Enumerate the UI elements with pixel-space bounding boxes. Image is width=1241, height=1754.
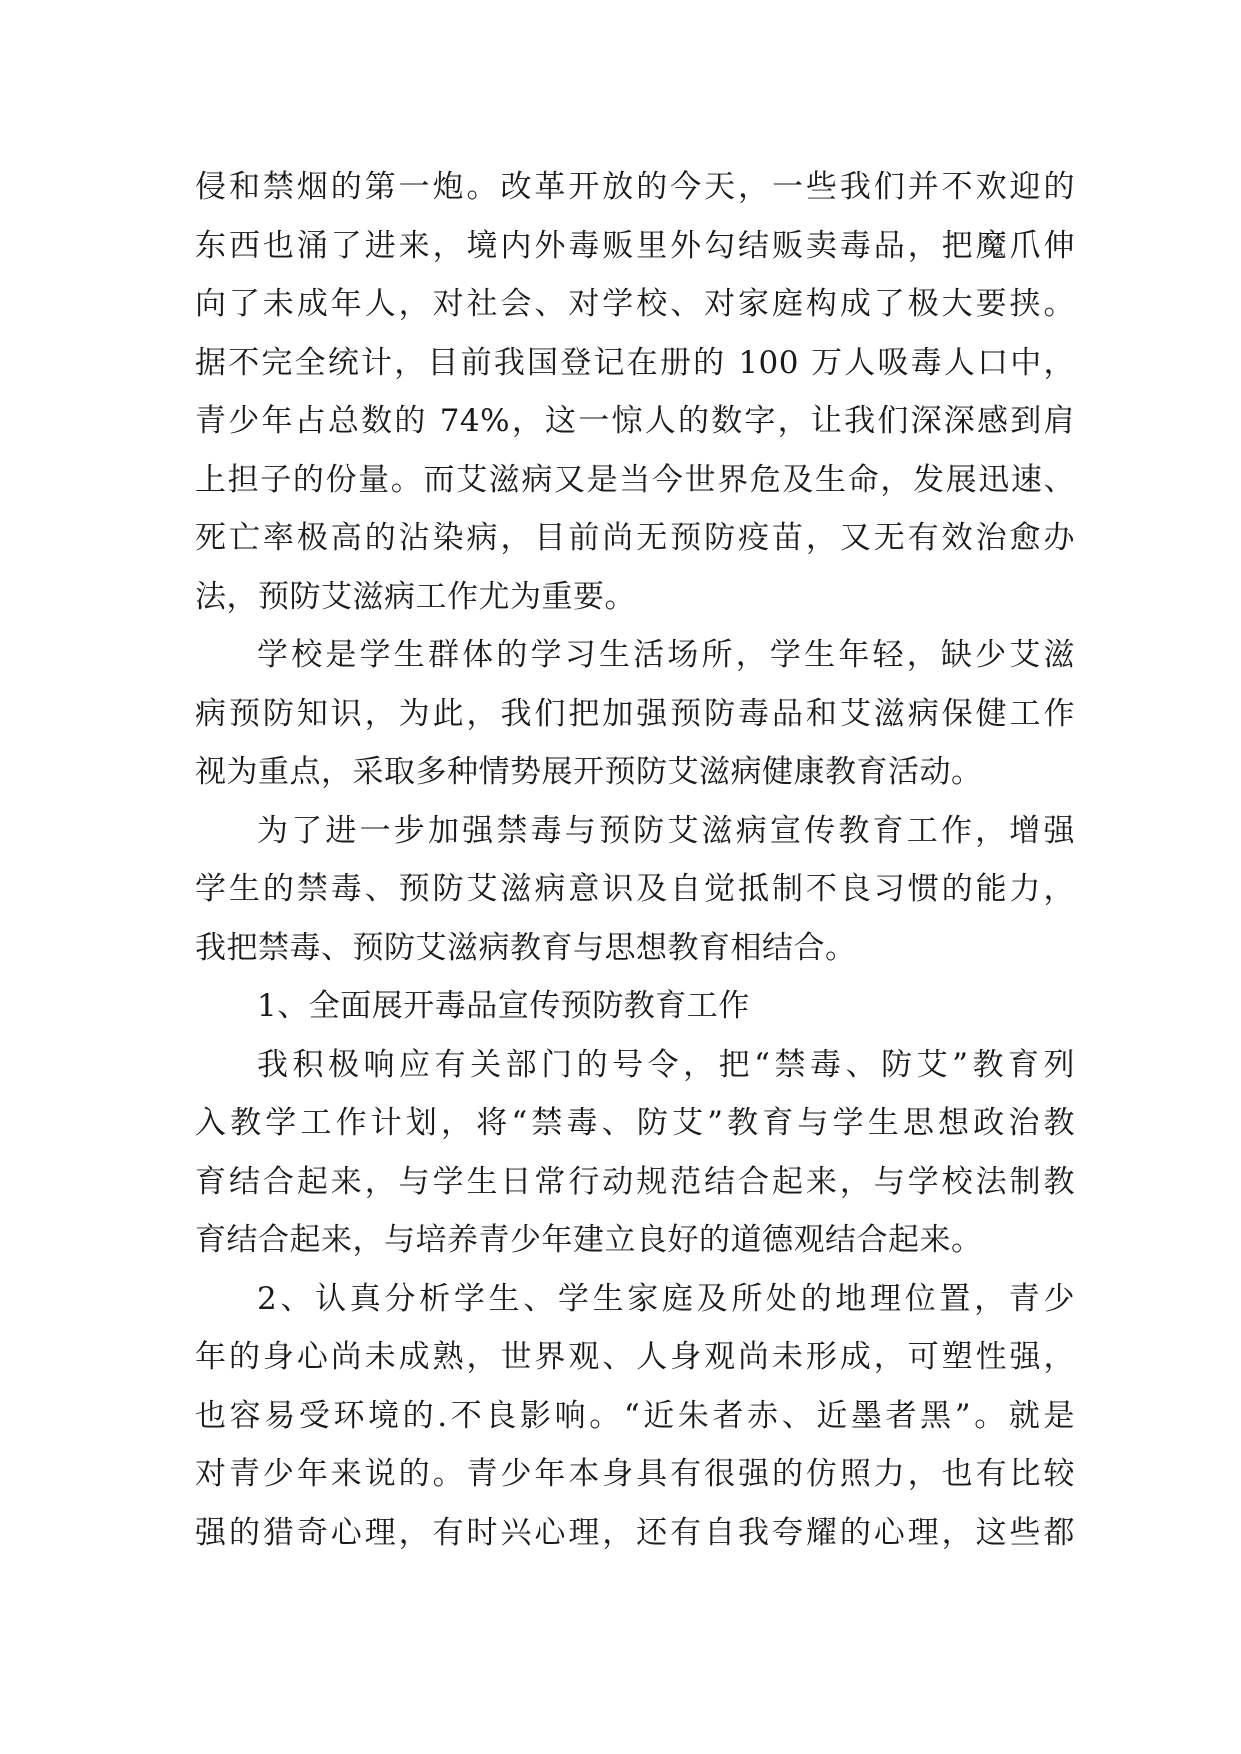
text-line: 强的猎奇心理，有时兴心理，还有自我夸耀的心理，这些都 [195,1514,1075,1551]
text-line: 学校是学生群体的学习生活场所，学生年轻，缺少艾滋 [257,637,1075,673]
text-line: 法，预防艾滋病工作尤为重要。 [195,578,636,615]
text-line: 东西也涌了进来，境内外毒贩里外勾结贩卖毒品，把魔爪伸 [195,227,1075,264]
text-line: 2、认真分析学生、学生家庭及所处的地理位置，青少 [257,1280,1075,1317]
text-line: 死亡率极高的沾染病，目前尚无预防疫苗，又无有效治愈办 [195,520,1075,556]
text-line: 对青少年来说的。青少年本身具有很强的仿照力，也有比较 [195,1456,1075,1492]
text-line: 也容易受环境的.不良影响。“近朱者赤、近墨者黑”。就是 [195,1397,1075,1434]
document-body [195,158,1075,1562]
text-line: 上担子的份量。而艾滋病又是当今世界危及生命，发展迅速、 [195,461,1075,498]
text-line: 青少年占总数的 74%，这一惊人的数字，让我们深深感到肩 [195,403,1075,439]
text-line: 我积极响应有关部门的号令，把“禁毒、防艾”教育列 [257,1046,1075,1083]
text-line: 学生的禁毒、预防艾滋病意识及自觉抵制不良习惯的能力， [195,871,1075,907]
text-line: 为了进一步加强禁毒与预防艾滋病宣传教育工作，增强 [257,812,1075,849]
text-line: 1、全面展开毒品宣传预防教育工作 [257,988,750,1024]
text-line: 向了未成年人，对社会、对学校、对家庭构成了极大要挟。 [195,286,1075,322]
text-line: 年的身心尚未成熟，世界观、人身观尚未形成，可塑性强， [195,1339,1075,1375]
text-line: 据不完全统计，目前我国登记在册的 100 万人吸毒人口中， [195,344,1075,381]
text-line: 视为重点，采取多种情势展开预防艾滋病健康教育活动。 [195,754,983,790]
text-line: 病预防知识，为此，我们把加强预防毒品和艾滋病保健工作 [195,695,1075,732]
text-line: 我把禁毒、预防艾滋病教育与思想教育相结合。 [195,929,857,966]
text-line: 入教学工作计划，将“禁毒、防艾”教育与学生思想政治教 [195,1105,1075,1141]
text-line: 侵和禁烟的第一炮。改革开放的今天，一些我们并不欢迎的 [195,169,1075,205]
text-line: 育结合起来，与学生日常行动规范结合起来，与学校法制教 [195,1163,1075,1200]
text-line: 育结合起来，与培养青少年建立良好的道德观结合起来。 [195,1222,983,1258]
